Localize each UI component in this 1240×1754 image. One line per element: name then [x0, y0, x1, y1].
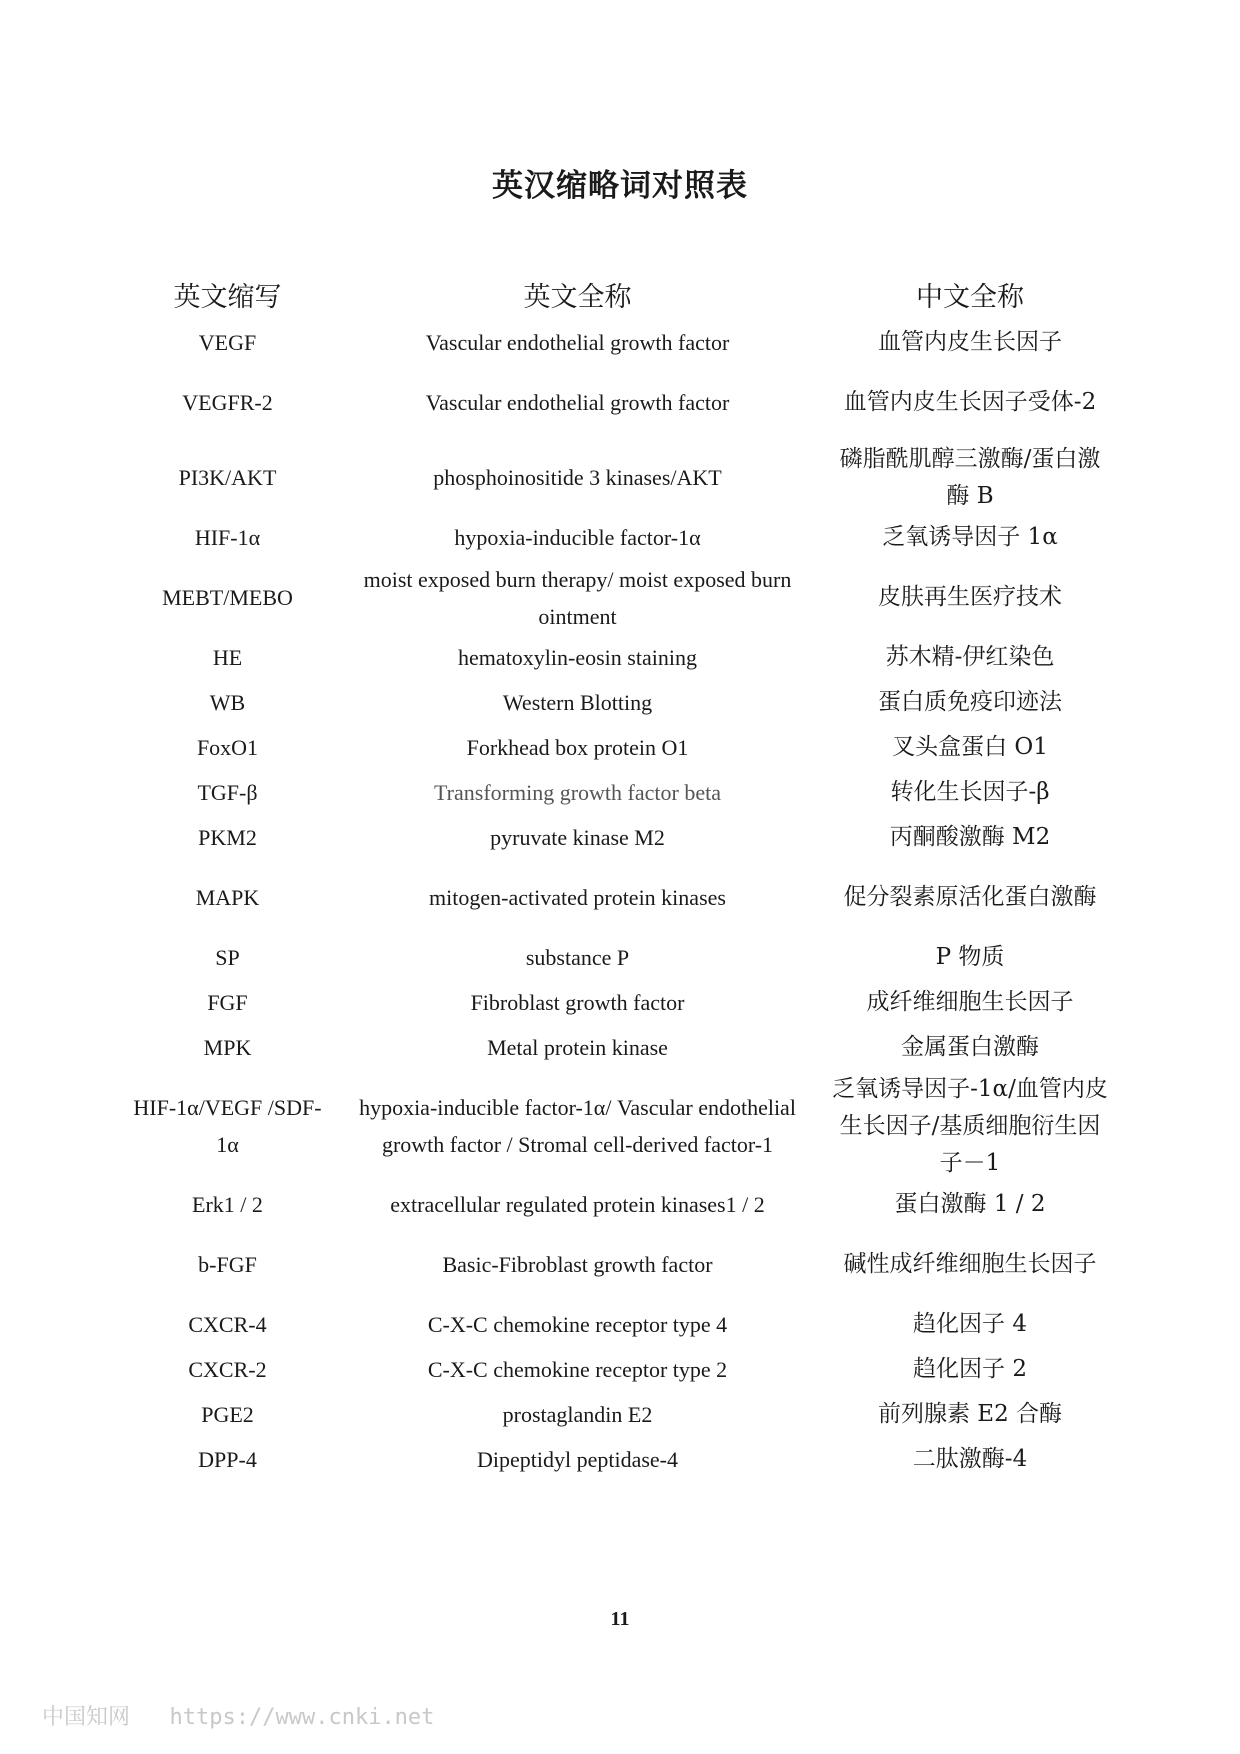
abbreviation-cell: WB [209, 690, 246, 715]
english-name-cell: Transforming growth factor beta [434, 780, 721, 805]
english-name-cell: extracellular regulated protein kinases1 / 2 [390, 1192, 765, 1217]
english-name-cell: Vascular endothelial growth factor [425, 330, 730, 355]
english-name-cell: hematoxylin-eosin staining [458, 645, 697, 670]
chinese-name-cell: 苏木精-伊红染色 [885, 644, 1055, 670]
abbreviation-cell: HIF-1α/VEGF /SDF-1α [133, 1095, 322, 1157]
chinese-name-cell: 碱性成纤维细胞生长因子 [843, 1251, 1097, 1277]
table-row [130, 725, 1110, 770]
table-row [130, 1302, 1110, 1347]
abbreviation-cell: DPP-4 [198, 1447, 257, 1472]
cnki-watermark [42, 1700, 434, 1731]
chinese-name-cell: 趋化因子 4 [913, 1311, 1027, 1337]
abbreviation-cell: PKM2 [198, 825, 257, 850]
table-row [130, 815, 1110, 860]
chinese-name-cell: 金属蛋白激酶 [901, 1034, 1039, 1060]
english-name-cell: Vascular endothelial growth factor [425, 390, 730, 415]
table-row [130, 440, 1110, 515]
header-english-full-name: 英文全称 [523, 281, 632, 313]
english-name-cell: moist exposed burn therapy/ moist exposed burn ointment [363, 566, 792, 629]
english-name-cell: Metal protein kinase [487, 1035, 668, 1060]
english-name-cell: mitogen-activated protein kinases [429, 885, 726, 910]
abbreviation-cell: FGF [207, 990, 248, 1015]
abbreviation-cell: VEGF [198, 330, 257, 355]
header-chinese-full-name: 中文全称 [916, 281, 1024, 313]
chinese-name-cell: 成纤维细胞生长因子 [866, 989, 1074, 1015]
english-name-cell: substance P [525, 945, 630, 970]
english-name-cell: Fibroblast growth factor [470, 990, 685, 1015]
page-number: 11 [610, 1608, 630, 1630]
table-row [130, 365, 1110, 440]
table-row [130, 320, 1110, 365]
chinese-name-cell: 叉头盒蛋白 O1 [892, 734, 1048, 760]
english-name-cell: phosphoinositide 3 kinases/AKT [433, 465, 722, 490]
abbreviation-cell: SP [215, 945, 240, 970]
chinese-name-cell: 皮肤再生医疗技术 [878, 584, 1062, 610]
table-row [130, 1182, 1110, 1227]
english-name-cell: hypoxia-inducible factor-1α [454, 525, 701, 550]
table-row [130, 560, 1110, 635]
abbreviation-cell: HIF-1α [194, 525, 261, 550]
abbreviation-table [130, 268, 1110, 1482]
abbreviation-cell: VEGFR-2 [182, 390, 273, 415]
chinese-name-cell: 前列腺素 E2 合酶 [877, 1401, 1063, 1427]
english-name-cell: pyruvate kinase M2 [490, 825, 665, 850]
table-row [130, 680, 1110, 725]
watermark-site-name: 中国知网 [42, 1705, 131, 1730]
abbreviation-cell: MPK [203, 1035, 252, 1060]
table-row [130, 935, 1110, 980]
table-row [130, 1070, 1110, 1182]
abbreviation-cell: Erk1 / 2 [192, 1192, 263, 1217]
header-abbreviation: 英文缩写 [173, 281, 282, 313]
table-row [130, 515, 1110, 560]
table-header-row [130, 268, 1110, 320]
chinese-name-cell: 转化生长因子-β [890, 779, 1050, 805]
abbreviation-cell: MAPK [195, 885, 260, 910]
chinese-name-cell: 乏氧诱导因子 1α [882, 524, 1058, 550]
chinese-name-cell: 血管内皮生长因子受体-2 [843, 389, 1097, 415]
table-row [130, 1437, 1110, 1482]
english-name-cell: C-X-C chemokine receptor type 2 [427, 1357, 728, 1382]
english-name-cell: Dipeptidyl peptidase-4 [476, 1447, 678, 1472]
english-name-cell: Forkhead box protein O1 [466, 735, 689, 760]
table-row [130, 980, 1110, 1025]
english-name-cell: prostaglandin E2 [502, 1402, 653, 1427]
table-row [130, 635, 1110, 680]
chinese-name-cell: 磷脂酰肌醇三激酶/蛋白激酶 B [839, 445, 1101, 509]
abbreviation-cell: MEBT/MEBO [162, 585, 293, 610]
chinese-name-cell: 乏氧诱导因子-1α/血管内皮生长因子/基质细胞衍生因子－1 [832, 1075, 1108, 1176]
chinese-name-cell: P 物质 [935, 944, 1005, 970]
chinese-name-cell: 血管内皮生长因子 [878, 329, 1062, 355]
table-row [130, 1392, 1110, 1437]
english-name-cell: C-X-C chemokine receptor type 4 [427, 1312, 728, 1337]
chinese-name-cell: 促分裂素原活化蛋白激酶 [843, 884, 1097, 910]
chinese-name-cell: 蛋白质免疫印迹法 [878, 689, 1062, 715]
table-row [130, 1227, 1110, 1302]
abbreviation-cell: HE [212, 645, 243, 670]
chinese-name-cell: 丙酮酸激酶 M2 [889, 824, 1051, 850]
abbreviation-cell: PI3K/AKT [178, 465, 277, 490]
chinese-name-cell: 蛋白激酶 1 / 2 [894, 1191, 1046, 1217]
abbreviation-cell: CXCR-4 [188, 1312, 267, 1337]
chinese-name-cell: 趋化因子 2 [913, 1356, 1027, 1382]
english-name-cell: hypoxia-inducible factor-1α/ Vascular endothelial growth factor / Stromal cell-derived factor-1 [359, 1095, 796, 1157]
abbreviation-cell: FoxO1 [196, 735, 259, 760]
english-name-cell: Western Blotting [502, 690, 653, 715]
abbreviation-cell: b-FGF [198, 1252, 257, 1277]
table-row [130, 770, 1110, 815]
abbreviation-cell: PGE2 [201, 1402, 254, 1427]
table-row [130, 1025, 1110, 1070]
chinese-name-cell: 二肽激酶-4 [912, 1446, 1028, 1472]
abbreviation-cell: CXCR-2 [188, 1357, 267, 1382]
abbreviation-cell: TGF-β [197, 780, 258, 805]
page-title: 英汉缩略词对照表 [492, 168, 748, 204]
table-row [130, 1347, 1110, 1392]
english-name-cell: Basic-Fibroblast growth factor [442, 1252, 713, 1277]
watermark-url: https://www.cnki.net [169, 1705, 435, 1730]
table-row [130, 860, 1110, 935]
